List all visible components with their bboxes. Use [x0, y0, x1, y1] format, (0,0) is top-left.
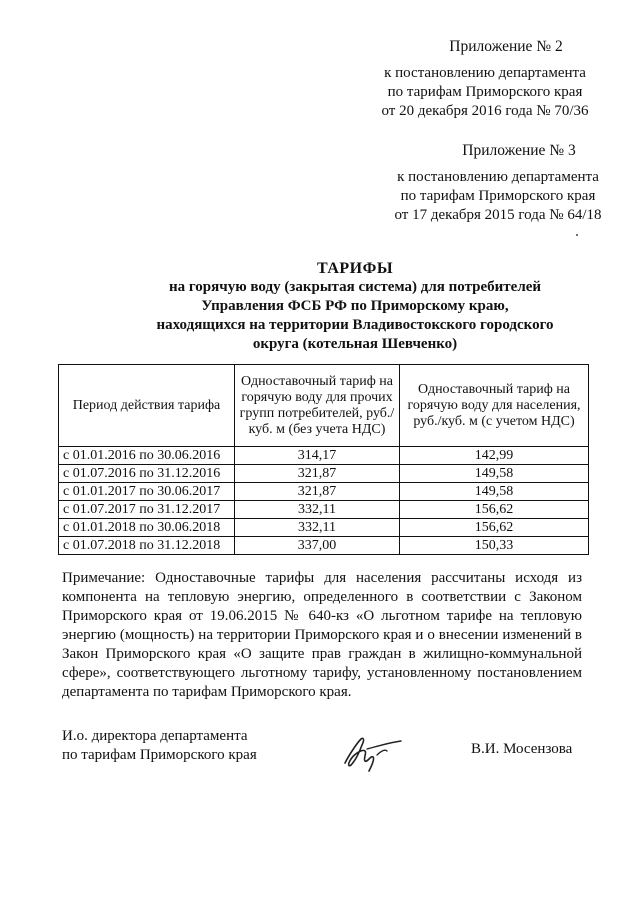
row-other-tariff: 337,00 — [235, 537, 400, 555]
row-population-tariff: 156,62 — [400, 501, 589, 519]
table-row — [59, 447, 589, 465]
row-period: с 01.07.2018 по 31.12.2018 — [59, 537, 235, 555]
row-population-tariff: 149,58 — [400, 465, 589, 483]
title-line-4: округа (котельная Шевченко) — [252, 336, 458, 352]
table-row — [59, 537, 589, 555]
appendix-2-line-2: по тарифам Приморского края — [387, 84, 583, 100]
table-row — [59, 501, 589, 519]
row-other-tariff: 321,87 — [235, 483, 400, 501]
header-period: Период действия тарифа — [59, 365, 235, 447]
signatory-position-line-2: по тарифам Приморского края — [62, 747, 257, 763]
row-period: с 01.01.2018 по 30.06.2018 — [59, 519, 235, 537]
row-other-tariff: 332,11 — [235, 519, 400, 537]
row-other-tariff: 321,87 — [235, 465, 400, 483]
row-population-tariff: 156,62 — [400, 519, 589, 537]
row-population-tariff: 150,33 — [400, 537, 589, 555]
appendix-3-line-3: от 17 декабря 2015 года № 64/18 — [394, 207, 602, 223]
appendix-2-line-1: к постановлению департамента — [384, 65, 586, 81]
table-row — [59, 519, 589, 537]
table-header-row — [59, 365, 589, 447]
signatory-position — [62, 727, 257, 765]
appendix-3-header — [368, 141, 628, 225]
row-period: с 01.01.2016 по 30.06.2016 — [59, 447, 235, 465]
row-population-tariff: 149,58 — [400, 483, 589, 501]
row-period: с 01.01.2017 по 30.06.2017 — [59, 483, 235, 501]
signatory-name: В.И. Мосензова — [471, 741, 573, 757]
title-line-3: находящихся на территории Владивостокского городского — [156, 317, 554, 333]
signatory-position-line-1: И.о. директора департамента — [62, 728, 248, 744]
table-row — [59, 483, 589, 501]
appendix-3-line-2: по тарифам Приморского края — [400, 188, 596, 204]
title-line-2: Управления ФСБ РФ по Приморскому краю, — [201, 298, 509, 314]
row-other-tariff: 314,17 — [235, 447, 400, 465]
document-title — [0, 259, 640, 354]
handwritten-signature — [335, 725, 415, 775]
row-population-tariff: 142,99 — [400, 447, 589, 465]
title-main: ТАРИФЫ — [316, 260, 394, 277]
appendix-3-title: Приложение № 3 — [462, 142, 576, 159]
row-period: с 01.07.2016 по 31.12.2016 — [59, 465, 235, 483]
row-period: с 01.07.2017 по 31.12.2017 — [59, 501, 235, 519]
header-population: Одноставочный тариф на горячую воду для населения, руб./куб. м (с учетом НДС) — [400, 365, 589, 447]
appendix-3-line-1: к постановлению департамента — [397, 169, 599, 185]
title-line-1: на горячую воду (закрытая система) для потребителей — [168, 279, 542, 295]
row-other-tariff: 332,11 — [235, 501, 400, 519]
table-row — [59, 465, 589, 483]
appendix-2-title: Приложение № 2 — [449, 38, 563, 55]
scan-speck — [576, 234, 578, 236]
note-paragraph: Примечание: Одноставочные тарифы для населения рассчитаны исходя из компонента на тепловую энергию, определенного в соответствии с Законом Приморского края от 19.06.2015 № 640-кз «О льготном тарифе на тепловую энергию (мощность) на территории Приморского края и о внесении изменений в Закон Приморского края «О защите прав граждан в жилищно-коммунальной сфере», соответствующего льготному тарифу, установленному постановлением департамента по тарифам Приморского края. — [62, 570, 582, 700]
appendix-2-line-3: от 20 декабря 2016 года № 70/36 — [381, 103, 589, 119]
tariff-table — [58, 364, 589, 555]
header-other-consumers: Одноставочный тариф на горячую воду для прочих групп потребителей, руб./куб. м (без учета НДС) — [235, 365, 400, 447]
appendix-2-header — [355, 37, 615, 121]
